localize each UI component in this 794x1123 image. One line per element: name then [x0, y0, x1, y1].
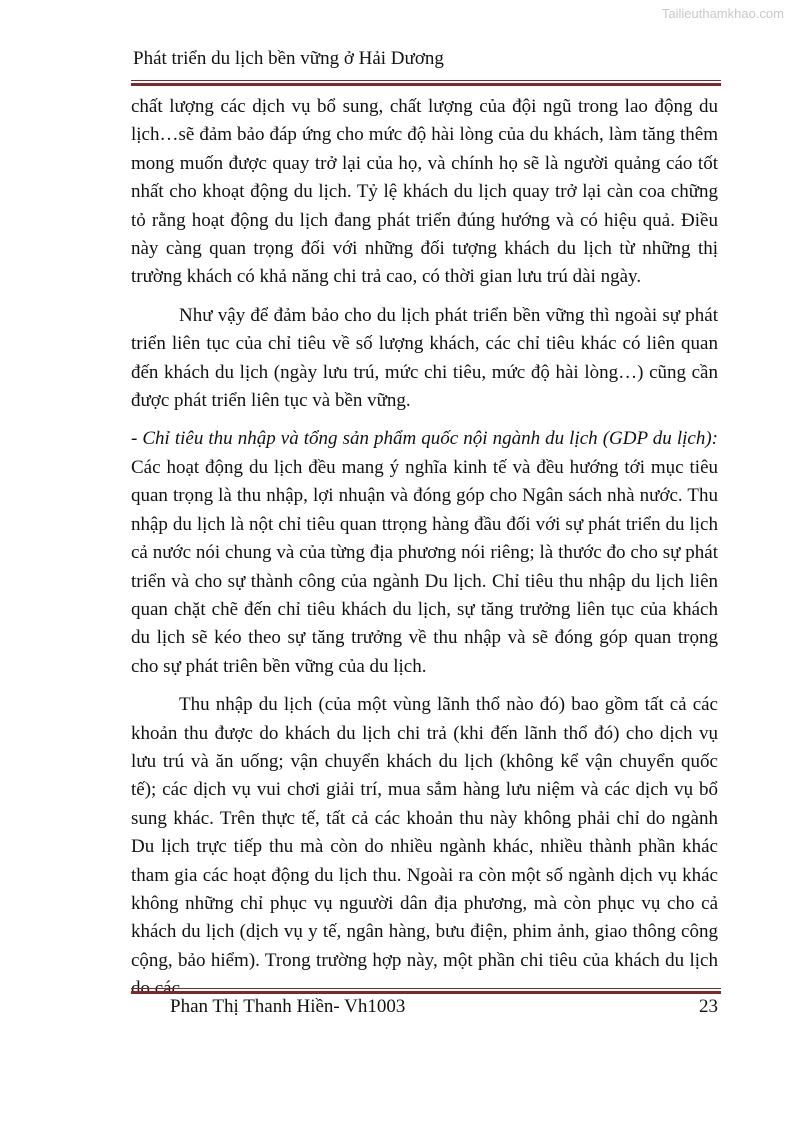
- header-rule: [131, 80, 721, 86]
- page-number: 23: [699, 996, 718, 1017]
- section-heading: - Chỉ tiêu thu nhập và tổng sản phẩm quốc nội ngành du lịch (GDP du lịch):: [131, 428, 718, 450]
- page-body: [131, 93, 718, 1014]
- paragraph-2: Như vậy để đảm bảo cho du lịch phát triển bền vững thì ngoài sự phát triển liên tục của chỉ tiêu về số lượng khách, các chỉ tiêu khác có liên quan đến khách du lịch (ngày lưu trú, mức chi tiêu, mức độ hài lòng…) cũng cần được phát triển liên tục và bền vững.: [131, 304, 718, 412]
- paragraph-3: [131, 425, 718, 681]
- footer-rule: [131, 988, 721, 994]
- running-header-title: Phát triển du lịch bền vững ở Hải Dương: [133, 48, 444, 69]
- paragraph-3-text: Các hoạt động du lịch đều mang ý nghĩa kinh tế và đều hướng tới mục tiêu quan trọng là thu nhập, lợi nhuận và đóng góp cho Ngân sách nhà nước. Thu nhập du lịch là nột chỉ tiêu quan ttrọng hàng đầu đối với sự phát triển du lịch cả nước nói chung và của từng địa phương nói riêng; là thước đo cho sự phát triển và cho sự thành công của ngành Du lịch. Chỉ tiêu thu nhập du lịch liên quan chặt chẽ đến chỉ tiêu khách du lịch, sự tăng trưởng liên tục của khách du lịch sẽ kéo theo sự tăng trưởng về thu nhập và sẽ đóng góp quan trọng cho sự phát triên bền vững của du lịch.: [131, 456, 718, 677]
- watermark: Tailieuthamkhao.com: [661, 6, 784, 21]
- footer-author: Phan Thị Thanh Hiền- Vh1003: [170, 996, 406, 1017]
- paragraph-4: Thu nhập du lịch (của một vùng lãnh thổ nào đó) bao gồm tất cả các khoản thu được do khách du lịch chi trả (khi đến lãnh thổ đó) cho dịch vụ lưu trú và ăn uống; vận chuyển khách du lịch (không kể vận chuyển quốc tế); các dịch vụ vui chơi giải trí, mua sắm hàng lưu niệm và các dịch vụ bổ sung khác. Trên thực tế, tất cả các khoản thu này không phải chỉ do ngành Du lịch trực tiếp thu mà còn do nhiều ngành khác, nhiều thành phần khác tham gia các hoạt động du lịch thu. Ngoài ra còn một số ngành dịch vụ khác không những chỉ phục vụ nguười dân địa phương, mà còn phục vụ cho cả khách du lịch (dịch vụ y tế, ngân hàng, bưu điện, phim ảnh, giao thông công cộng, bảo hiểm). Trong trường hợp này, một phần chi tiêu của khách du lịch: [131, 694, 718, 971]
- paragraph-1: chất lượng các dịch vụ bổ sung, chất lượng của đội ngũ trong lao động du lịch…sẽ đảm bảo đáp ứng cho mức độ hài lòng của du khách, làm tăng thêm mong muốn được quay trở lại của họ, và chính họ sẽ là người quảng cáo tốt nhất cho khoạt động du lịch. Tỷ lệ khách du lịch quay trở lại càn coa chững tỏ rằng hoạt động du lịch đang phát triển đúng hướng và có hiệu quả. Điều này càng quan trọng đối với những đối tượng khách du lịch từ những thị trường khách có khả năng chi trả cao, có thời gian lưu trú dài ngày.: [131, 96, 718, 288]
